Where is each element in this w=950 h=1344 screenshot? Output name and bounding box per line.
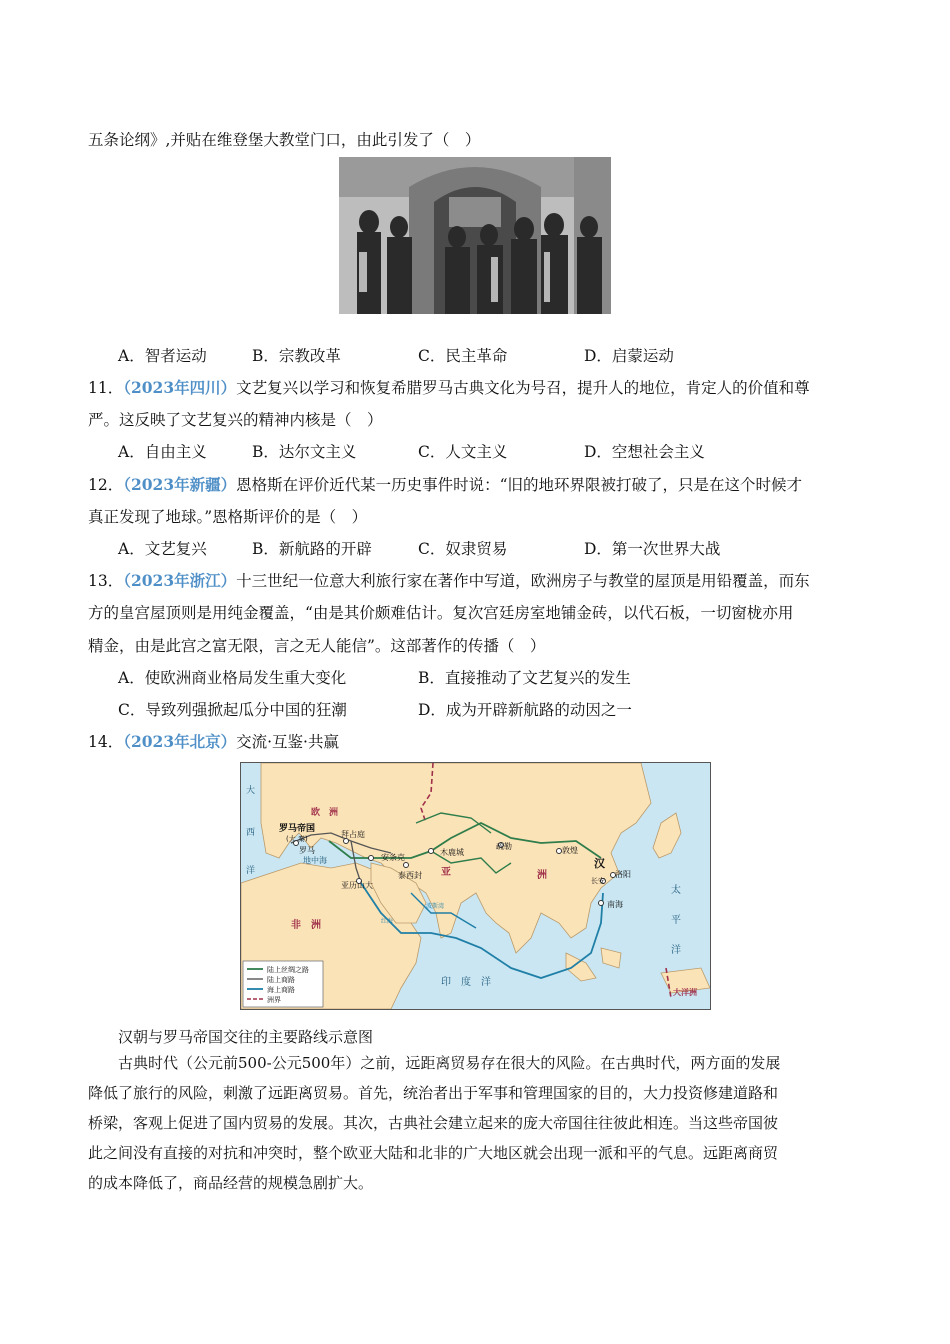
q11-stem-line1: [88, 378, 810, 398]
label-pacific-2: 平: [671, 915, 681, 926]
label-luoyang: 洛阳: [615, 870, 631, 879]
label-merv: 木鹿城: [440, 848, 464, 857]
label-oceania: 大洋洲: [673, 988, 697, 997]
q14-title: 交流·互鉴·共赢: [236, 733, 339, 751]
map-legend: [243, 961, 323, 1007]
paragraph-line-5: 的成本降低了，商品经营的规模急剧扩大。: [88, 1174, 374, 1192]
map-caption: 汉朝与罗马帝国交往的主要路线示意图: [118, 1028, 374, 1046]
q11-stem-line2: 严。这反映了文艺复兴的精神内核是（ ）: [88, 411, 383, 429]
q14-source: （2023年北京）: [123, 732, 237, 751]
label-red-sea: 红海: [381, 918, 394, 925]
q10-stem-tail: 五条论纲》,并贴在维登堡大教堂门口，由此引发了（ ）: [88, 131, 481, 149]
paragraph-line-4: 此之间没有直接的对抗和冲突时，整个欧亚大陆和北非的广大地区就会出现一派和平的气息。远距离商贸: [88, 1144, 779, 1162]
label-alexandria: 亚历山大: [341, 881, 373, 890]
label-antioch: 安条克: [381, 853, 405, 862]
q12-option-c[interactable]: C．奴隶贸易: [418, 540, 508, 558]
label-pacific-3: 洋: [671, 945, 681, 956]
label-atlantic-1: 大: [246, 786, 256, 796]
q13-number: 13．: [88, 572, 124, 590]
q12-option-d[interactable]: D．第一次世界大战: [584, 540, 721, 558]
q12-source: （2023年新疆）: [123, 475, 237, 494]
q10-option-d[interactable]: D．启蒙运动: [584, 347, 674, 365]
luther-theses-engraving: [339, 157, 611, 314]
q10-option-c[interactable]: C．民主革命: [418, 347, 508, 365]
q11-option-d[interactable]: D．空想社会主义: [584, 443, 705, 461]
label-changan: 长安: [591, 877, 605, 885]
q11-option-a[interactable]: A．自由主义: [118, 443, 207, 461]
label-indian-ocean: 印 度 洋: [441, 977, 491, 988]
q13-text1: 十三世纪一位意大利旅行家在著作中写道，欧洲房子与教堂的屋顶是用铅覆盖，而东: [236, 572, 810, 590]
paragraph-line-3: 桥梁，客观上促进了国内贸易的发展。其次，古典社会建立起来的庞大帝国往往彼此相连。当这些帝国彼: [88, 1114, 779, 1132]
paragraph-line-2: 降低了旅行的风险，刺激了远距离贸易。首先，统治者出于军事和管理国家的目的，大力投资修建道路和: [88, 1084, 779, 1102]
q11-source: （2023年四川）: [123, 378, 237, 397]
label-mediterranean: 地中海: [303, 856, 327, 865]
legend-land-route: 陆上商路: [267, 976, 295, 984]
label-kashgar: 疏勒: [496, 842, 512, 851]
q12-option-b[interactable]: B．新航路的开辟: [252, 540, 372, 558]
label-asia-2: 洲: [537, 870, 547, 881]
q13-stem-line1: [88, 571, 810, 591]
label-atlantic-3: 洋: [246, 866, 256, 876]
q11-number: 11．: [88, 379, 124, 397]
q12-stem-line1: [88, 475, 802, 495]
q12-number: 12．: [88, 476, 124, 494]
q11-option-b[interactable]: B．达尔文主义: [252, 443, 357, 461]
label-europe: 欧 洲: [311, 808, 339, 818]
q11-option-c[interactable]: C．人文主义: [418, 443, 508, 461]
q13-stem-line2: 方的皇宫屋顶则是用纯金覆盖，“由是其价颇难估计。复次宫廷房室地铺金砖，以代石板，一切窗栊亦用: [88, 604, 794, 622]
legend-boundary: 洲界: [267, 996, 281, 1004]
q13-option-b[interactable]: B．直接推动了文艺复兴的发生: [418, 669, 631, 687]
q12-text1: 恩格斯在评价近代某一历史事件时说：“旧的地环界限被打破了，只是在这个时候才: [236, 476, 803, 494]
q13-option-c[interactable]: C．导致列强掀起瓜分中国的狂潮: [118, 701, 347, 719]
label-daqin: (大 秦): [286, 835, 308, 843]
label-africa: 非 洲: [291, 920, 321, 931]
q13-source: （2023年浙江）: [123, 571, 237, 590]
label-rome: 罗马帝国: [279, 824, 316, 834]
label-atlantic-2: 西: [246, 828, 256, 838]
legend-sea-route: 海上商路: [267, 986, 295, 994]
q13-option-a[interactable]: A．使欧洲商业格局发生重大变化: [118, 669, 347, 687]
q12-option-a[interactable]: A．文艺复兴: [118, 540, 207, 558]
reading-paragraph: [88, 1048, 860, 1198]
q10-option-b[interactable]: B．宗教改革: [252, 347, 341, 365]
label-nanhai: 南海: [607, 900, 623, 909]
q10-option-a[interactable]: A．智者运动: [118, 347, 207, 365]
q14-number: 14．: [88, 733, 124, 751]
q14-stem: [88, 732, 339, 752]
legend-silk-road: 陆上丝绸之路: [267, 966, 309, 974]
label-asia-1: 亚: [441, 867, 451, 878]
label-byzantium: 拜占庭: [341, 830, 365, 839]
q13-option-d[interactable]: D．成为开辟新航路的动因之一: [418, 701, 632, 719]
han-rome-route-map: [240, 762, 711, 1010]
paragraph-line-1: 古典时代（公元前500-公元500年）之前，远距离贸易存在很大的风险。在古典时代，两方面的发展: [118, 1054, 781, 1072]
label-pacific-1: 太: [671, 885, 681, 896]
q12-stem-line2: 真正发现了地球。”恩格斯评价的是（ ）: [88, 508, 368, 526]
label-ctesiphon: 泰西封: [398, 871, 422, 880]
label-han: 汉: [594, 857, 605, 870]
label-persian-gulf: 波斯湾: [426, 903, 445, 910]
q11-text1: 文艺复兴以学习和恢复希腊罗马古典文化为号召，提升人的地位，肯定人的价值和尊: [236, 379, 810, 397]
q13-stem-line3: 精金，由是此宫之富无限，言之无人能信”。这部著作的传播（ ）: [88, 637, 546, 655]
label-roma: 罗马: [299, 846, 315, 855]
label-dunhuang: 敦煌: [562, 846, 578, 855]
